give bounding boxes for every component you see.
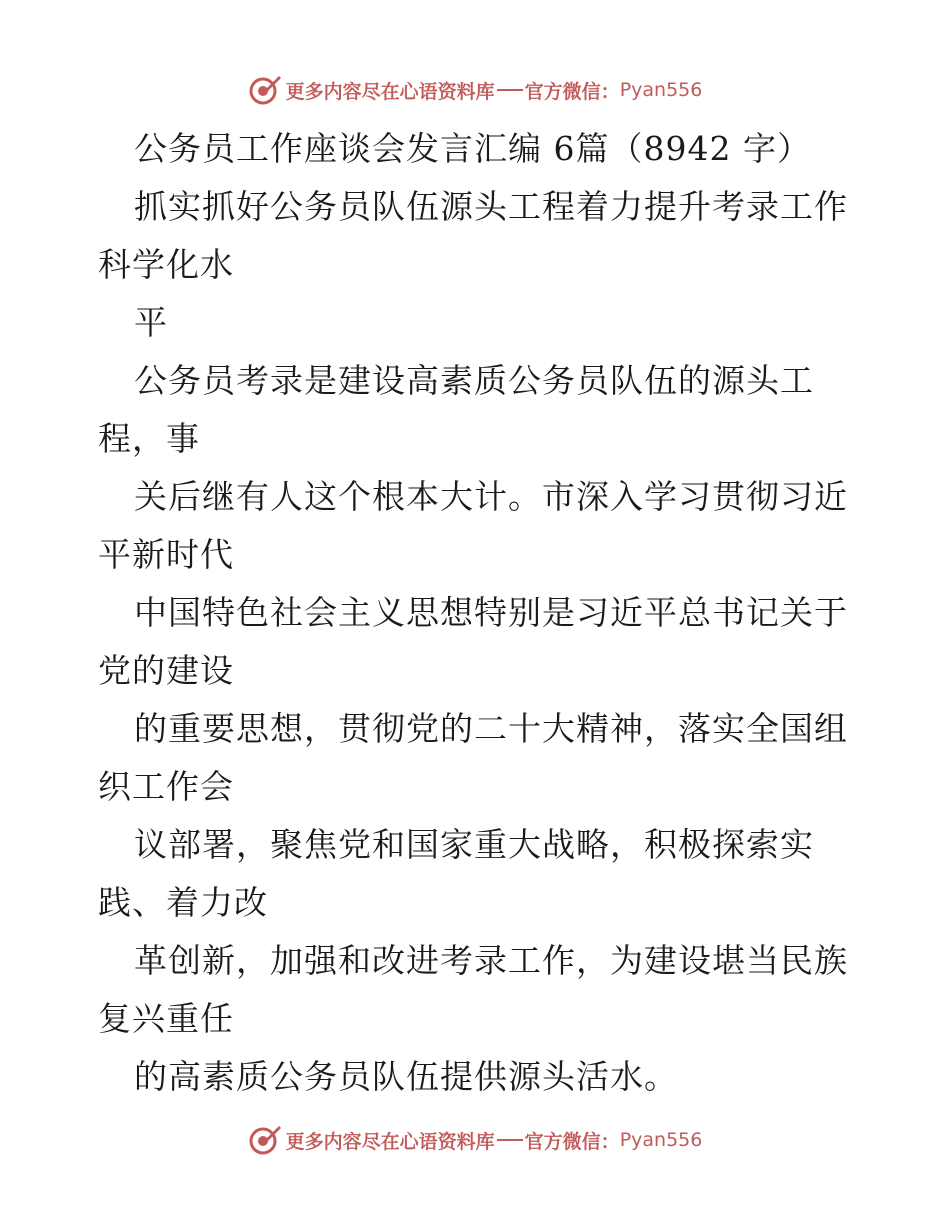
text-line: 的高素质公务员队伍提供源头活水。 [134,1057,678,1096]
text-line: 党的建设 [98,651,234,690]
banner-main-text: 更多内容尽在心语资料库 [285,80,495,103]
header-watermark-banner [0,70,950,110]
text-line: 中国特色社会主义思想特别是习近平总书记关于 [134,593,848,632]
banner-sub-text: 官方微信： [524,1130,620,1153]
banner-sub-text: 官方微信： [524,80,620,103]
text-line: 革创新，加强和改进考录工作，为建设堪当民族 [134,941,848,980]
text-line: 平新时代 [98,535,234,574]
document-title: 公务员工作座谈会发言汇编 6篇（8942 字） [134,129,811,168]
footer-watermark-banner [0,1120,950,1160]
text-line: 科学化水 [98,245,234,284]
pen-logo-icon [248,73,282,107]
document-body [98,120,878,1106]
banner-wechat-id: Pyan556 [619,1129,703,1151]
pen-logo-icon [248,1123,282,1157]
text-line: 抓实抓好公务员队伍源头工程着力提升考录工作 [134,187,848,226]
text-line: 公务员考录是建设高素质公务员队伍的源头工 [134,361,814,400]
text-line: 关后继有人这个根本大计。市深入学习贯彻习近 [134,477,848,516]
text-line: 复兴重任 [98,999,234,1038]
text-line: 平 [134,303,168,342]
banner-dash [497,89,523,91]
banner-main-text: 更多内容尽在心语资料库 [285,1130,495,1153]
text-line: 的重要思想，贯彻党的二十大精神，落实全国组 [134,709,848,748]
text-line: 议部署，聚焦党和国家重大战略，积极探索实 [134,825,814,864]
banner-wechat-id: Pyan556 [619,79,703,101]
text-line: 织工作会 [98,767,234,806]
text-line: 程，事 [98,419,200,458]
banner-dash [497,1139,523,1141]
text-line: 践、着力改 [98,883,268,922]
